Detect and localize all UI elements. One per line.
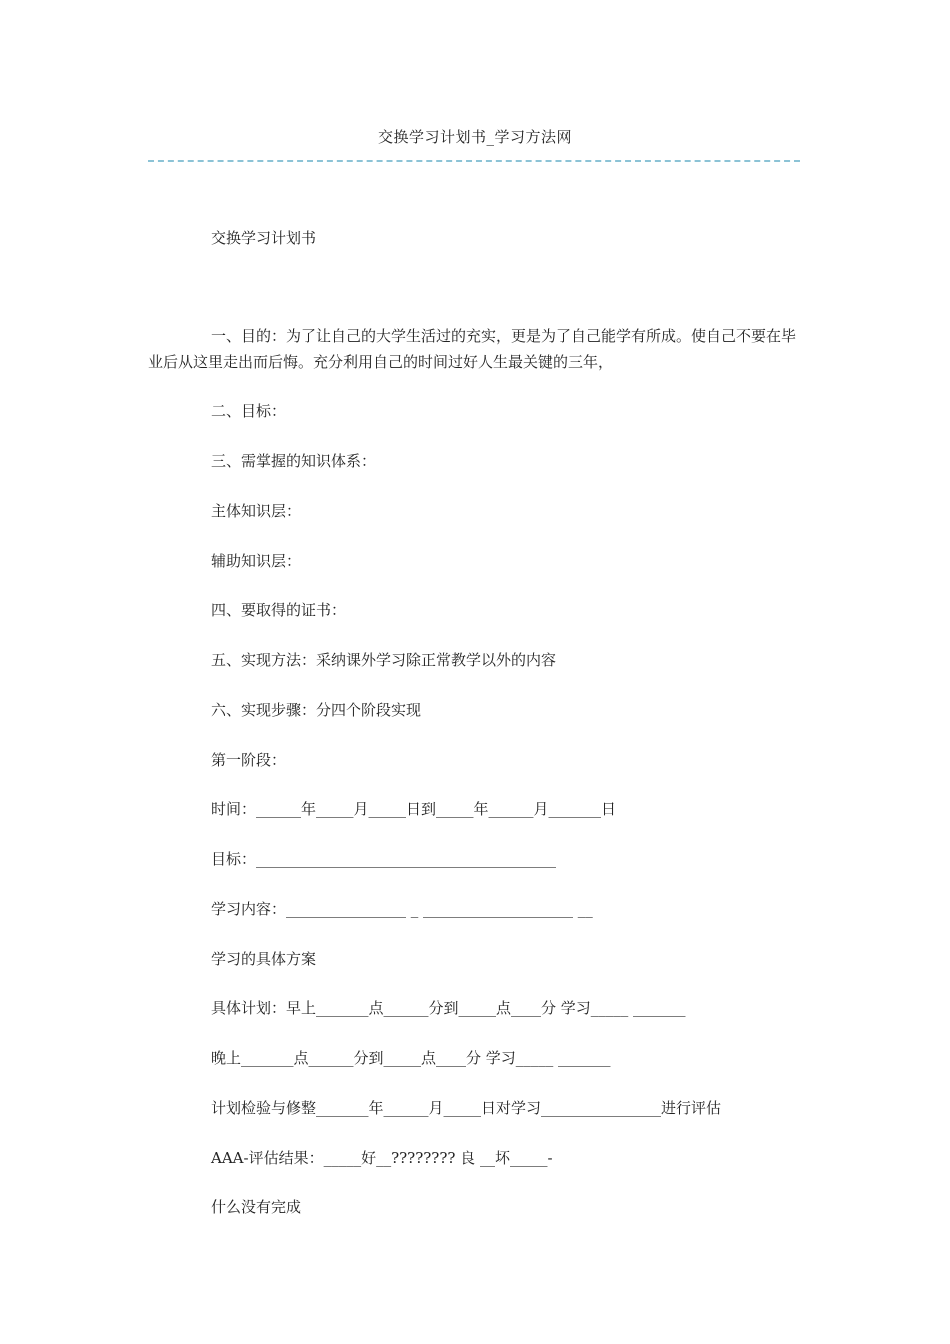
section-knowledge-system: 三、需掌握的知识体系： [211,452,377,470]
evening-plan-line: 晚上_______点______分到_____点____分 学习_____ _______ [211,1049,611,1067]
time-line: 时间：______年_____月_____日到_____年______月_______日 [211,800,617,818]
specific-plan-heading: 学习的具体方案 [211,950,317,968]
main-knowledge-layer: 主体知识层： [211,502,302,520]
section-certificates: 四、要取得的证书： [211,601,347,619]
page-header-title: 交换学习计划书_学习方法网 [377,128,572,146]
document-title: 交换学习计划书 [211,229,317,247]
stage-one-heading: 第一阶段： [211,751,287,769]
section-steps: 六、实现步骤：分四个阶段实现 [211,701,422,719]
section-goals: 二、目标： [211,402,287,420]
plan-review-line: 计划检验与修整_______年______月_____日对学习________________进行评估 [211,1099,722,1117]
target-line: 目标：________________________________________ [211,850,557,868]
study-content-line: 学习内容：________________ _ ____________________ __ [211,900,593,918]
header-divider [148,160,800,162]
purpose-paragraph: 一、目的：为了让自己的大学生活过的充实，更是为了自己能学有所成。使自己不要在毕业后从这里走出而后悔。充分利用自己的时间过好人生最关键的三年， [148,327,797,371]
incomplete-items-line: 什么没有完成 [211,1198,302,1216]
evaluation-result-line: AAA-评估结果：_____好__???????? 良 __坏_____- [211,1149,553,1167]
morning-plan-line: 具体计划：早上_______点______分到_____点____分 学习_____ _______ [211,999,686,1017]
section-methods: 五、实现方法：采纳课外学习除正常教学以外的内容 [211,651,557,669]
auxiliary-knowledge-layer: 辅助知识层： [211,552,302,570]
